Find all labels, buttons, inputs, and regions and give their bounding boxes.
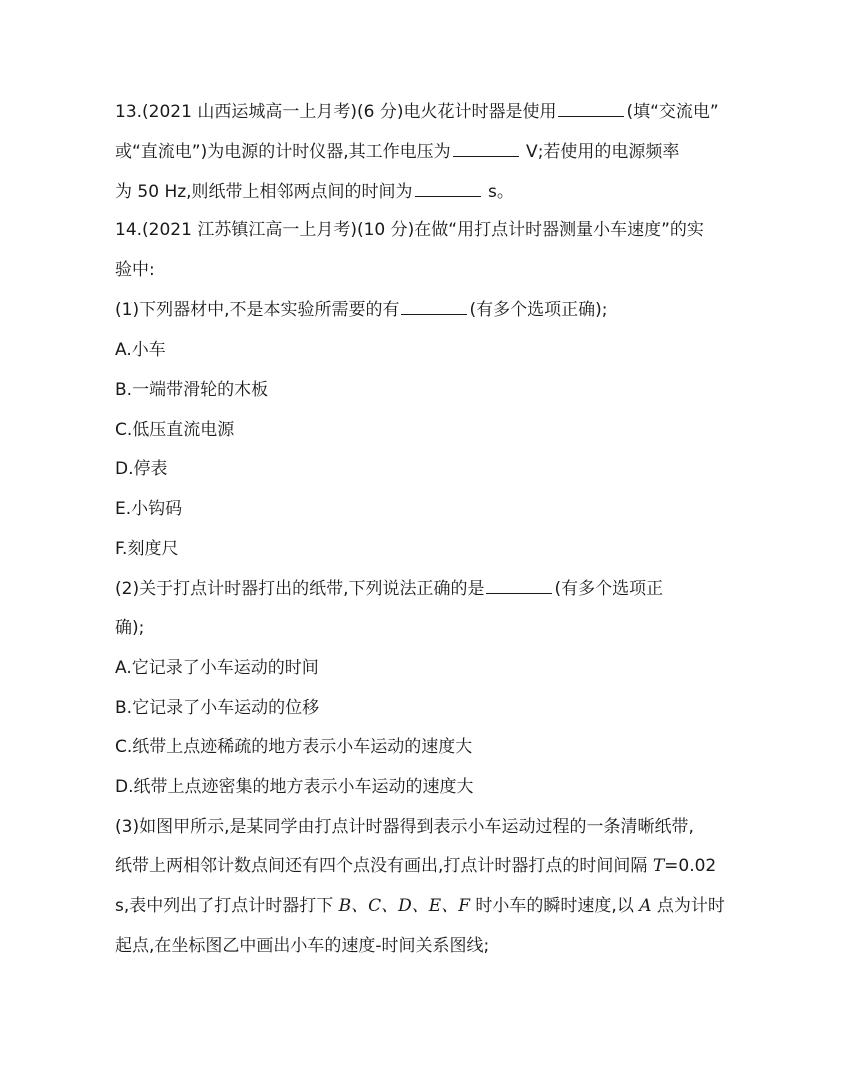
q14-part3-line-2 xyxy=(115,855,755,877)
answer-blank xyxy=(415,195,481,197)
option-e: E.小钩码 xyxy=(115,499,183,519)
option-a: A.它记录了小车运动的时间 xyxy=(115,658,319,678)
option-b: B.它记录了小车运动的位移 xyxy=(115,698,320,718)
q13-text: V;若使用的电源频率 xyxy=(520,142,680,162)
q14-text: 纸带上两相邻计数点间还有四个点没有画出,打点计时器打点的时间间隔 xyxy=(115,856,653,876)
q14-text: (2)关于打点计时器打出的纸带,下列说法正确的是 xyxy=(115,579,485,599)
q13-text: 13.(2021 山西运城高一上月考)(6 分)电火花计时器是使用 xyxy=(115,102,557,122)
q13-text: 或“直流电”)为电源的计时仪器,其工作电压为 xyxy=(115,142,451,162)
option-a: A.小车 xyxy=(115,340,166,360)
q14-text: 点为计时 xyxy=(651,896,725,916)
answer-blank xyxy=(486,592,552,594)
answer-blank xyxy=(453,155,519,157)
point-letters: B、C、D、E、F xyxy=(338,896,471,916)
option-f: F.刻度尺 xyxy=(115,539,179,559)
q13-text: s。 xyxy=(482,182,514,202)
q14-part3-line-3 xyxy=(115,895,755,917)
q14-part3-line-4: 起点,在坐标图乙中画出小车的速度-时间关系图线; xyxy=(115,936,490,956)
q14-part3-line-1: (3)如图甲所示,是某同学由打点计时器得到表示小车运动过程的一条清晰纸带, xyxy=(115,817,694,837)
q14-text: (有多个选项正确); xyxy=(469,300,608,320)
symbol-t: T xyxy=(652,856,665,876)
option-c: C.低压直流电源 xyxy=(115,420,235,440)
answer-blank xyxy=(558,115,624,117)
answer-blank xyxy=(401,313,467,315)
option-b: B.一端带滑轮的木板 xyxy=(115,380,269,400)
q14-part1-stem xyxy=(115,299,755,321)
q13-text: (填“交流电” xyxy=(626,102,719,122)
option-d: D.停表 xyxy=(115,459,168,479)
q14-text: s,表中列出了打点计时器打下 xyxy=(115,896,339,916)
q13-line-3 xyxy=(115,181,755,203)
q14-part2-stem xyxy=(115,578,755,600)
q13-text: 为 50 Hz,则纸带上相邻两点间的时间为 xyxy=(115,182,413,202)
q14-text: (有多个选项正 xyxy=(554,579,664,599)
q13-line-1 xyxy=(115,101,755,123)
option-c: C.纸带上点迹稀疏的地方表示小车运动的速度大 xyxy=(115,737,473,757)
q14-line-1: 14.(2021 江苏镇江高一上月考)(10 分)在做“用打点计时器测量小车速度”的实 xyxy=(115,220,704,240)
symbol-a: A xyxy=(639,896,652,916)
q13-line-2 xyxy=(115,141,755,163)
q14-text: (1)下列器材中,不是本实验所需要的有 xyxy=(115,300,400,320)
option-d: D.纸带上点迹密集的地方表示小车运动的速度大 xyxy=(115,777,474,797)
q14-text: 时小车的瞬时速度,以 xyxy=(470,896,640,916)
q14-text: =0.02 xyxy=(664,856,717,876)
q14-part2-stem-cont: 确); xyxy=(115,618,145,638)
q14-line-2: 验中: xyxy=(115,260,155,280)
